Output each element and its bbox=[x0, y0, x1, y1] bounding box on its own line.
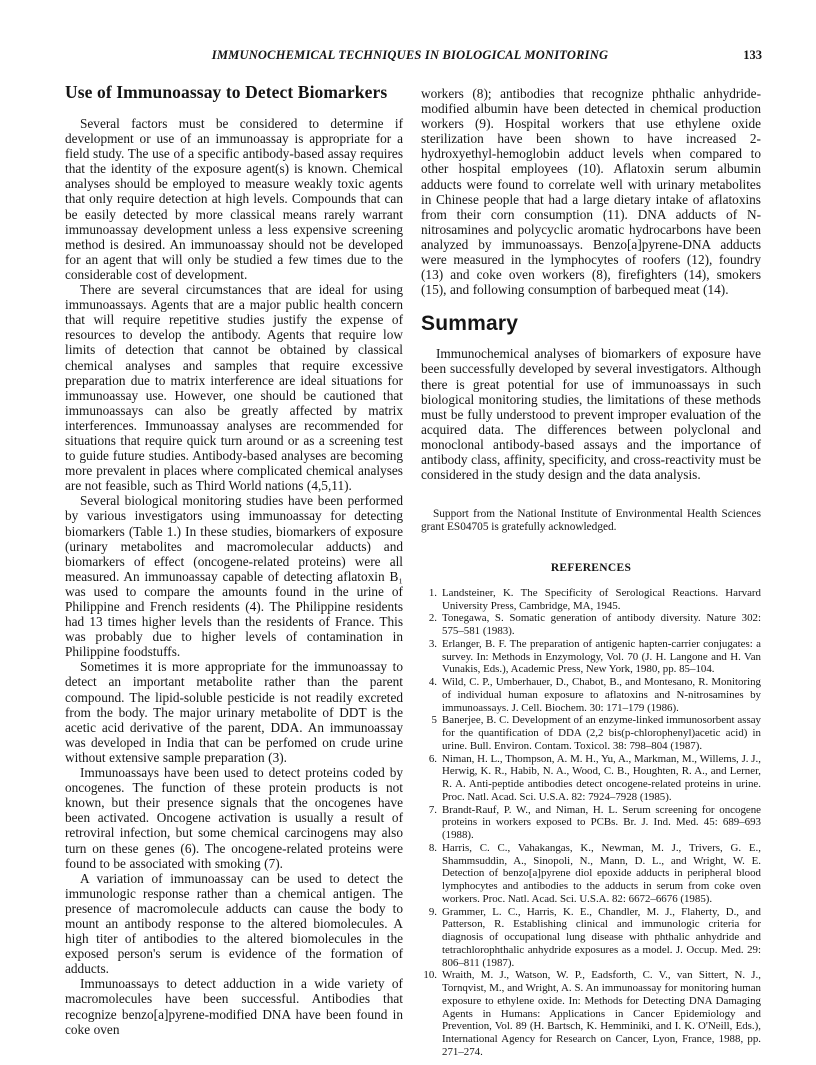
reference-text: Harris, C. C., Vahakangas, K., Newman, M. J., Trivers, G. E., Shammsuddin, A., Sinopoli, N., Mann, D. L., and Wright, W. E. Detection of benzo[a]pyrene diol epoxide adducts in peripheral blood lymphocytes and antibodies to the adducts in serum from coke oven workers. Proc. Natl. Acad. Sci. U.S.A. 82: 6672–6676 (1985). bbox=[442, 841, 761, 905]
reference-number: 2. bbox=[428, 612, 437, 625]
left-column bbox=[65, 82, 403, 1037]
paragraph: workers (8); antibodies that recognize phthalic anhydride-modified albumin have been detected in chemical production workers (9). Hospital workers that use ethylene oxide sterilization have been shown to have increased 2-hydroxyethyl-hemoglobin adduct levels when compared to other hospital employees (10). Aflatoxin serum albumin adducts were found to correlate well with urinary metabolites in Chinese people that had a large dietary intake of aflatoxins from their corn consumption (11). DNA adducts of N-nitrosamines and polycyclic aromatic hydrocarbons have been analyzed by immunoassays. Benzo[a]pyrene-DNA adducts were measured in the lymphocytes of roofers (12), foundry (13) and coke oven workers (8), firefighters (14), smokers (15), and following consumption of barbequed meat (14). bbox=[421, 86, 761, 298]
reference-text: Wild, C. P., Umberhauer, D., Chabot, B., and Montesano, R. Monitoring of individual human exposure to aflatoxins and N-nitrosamines by immunoassays. J. Cell. Biochem. 30: 171–179 (1986). bbox=[442, 676, 761, 714]
reference-text: Banerjee, B. C. Development of an enzyme-linked immunosorbent assay for the quantification of DDA (2,2 bis(p-chlorophenyl)acetic acid) in urine. Bull. Environ. Contam. Toxicol. 38: 798–804 (1987). bbox=[442, 714, 761, 752]
reference-text: Landsteiner, K. The Specificity of Serological Reactions. Harvard University Press, Cambridge, MA, 1945. bbox=[442, 586, 761, 612]
reference-number: 4. bbox=[428, 676, 437, 688]
running-head bbox=[56, 48, 764, 66]
summary-paragraph: Immunochemical analyses of biomarkers of exposure have been successfully developed by several investigators. Although there is great potential for use of immunoassays in such biological monitoring studies, the limitations of these methods must be fully understood to prevent improper evaluation of the acquired data. The differences between polyclonal and monoclonal antibody-based assays and the importance of antibody class, affinity, specificity, and cross-reactivity must be considered in the study design and the data analysis. bbox=[421, 346, 761, 483]
reference-number: 6. bbox=[428, 752, 437, 765]
reference-text: Wraith, M. J., Watson, W. P., Eadsforth, C. V., van Sittert, N. J., Tornqvist, M., and Wright, A. S. An immunoassay for monitoring human exposure to ethylene oxide. In: Methods for Detecting DNA Damaging Agents in Humans: Applications in Cancer Epidemiology and Prevention, Vol. 89 (H. Bartsch, K. Hemminiki, and I. K. O'Neill, Eds.), International Agency for Research on Cancer, Lyon, France, 1988, pp. 271–274. bbox=[442, 969, 761, 1058]
reference-item bbox=[421, 842, 761, 906]
reference-number: 10. bbox=[423, 969, 437, 982]
paragraph: There are several circumstances that are ideal for using immunoassays. Agents that are a major public health concern that will require repetitive studies justify the expense of resources to develop the antibody. Agents that require low limits of detection that cannot be obtained by classical chemical analyses and samples that require excessive preparation due to matrix interference are ideal situations for immunoassay use. However, one should be cautioned that immunoassays can also be greatly affected by matrix interferences. Immunoassay analyses are recommended for situations that require quick turn around or as a screening test to guide future studies. Antibody-based analyses are becoming more prevalent in places where complicated chemical analyses are not feasible, such as Third World nations (4,5,11). bbox=[65, 282, 403, 494]
reference-item bbox=[421, 676, 761, 714]
reference-text: Grammer, L. C., Harris, K. E., Chandler, M. J., Flaherty, D., and Patterson, R. Establishing clinical and immunologic criteria for diagnosis of occupational lung disease with phthalic anhydride and tetrachlorophthalic anhydride exposures as a model. J. Occup. Med. 29: 806–811 (1987). bbox=[442, 905, 761, 969]
reference-item bbox=[421, 906, 761, 970]
reference-text: Brandt-Rauf, P. W., and Niman, H. L. Serum screening for oncogene proteins in workers exposed to PCBs. Br. J. Ind. Med. 45: 689–693 (1988). bbox=[442, 803, 761, 841]
references-title: REFERENCES bbox=[550, 561, 632, 574]
running-title: IMMUNOCHEMICAL TECHNIQUES IN BIOLOGICAL MONITORING bbox=[211, 48, 609, 62]
paragraph: Sometimes it is more appropriate for the immunoassay to detect an important metabolite rather than the parent compound. The lipid-soluble pesticide is not readily excreted from the body. The major urinary metabolite of DDT is the acetic acid derivative of the parent, DDA. An immunoassay was developed in India that can be perfomed on crude urine without extensive sample preparation (3). bbox=[65, 659, 403, 765]
reference-number: 1. bbox=[428, 586, 437, 599]
reference-text: Niman, H. L., Thompson, A. M. H., Yu, A., Markman, M., Willems, J. J., Herwig, K. R., Habib, N. A., Wood, C. B., Houghten, R. A., and Lerner, R. A. Anti-peptide antibodies detect oncogene-related proteins in urine. Proc. Natl. Acad. Sci. U.S.A. 82: 7924–7928 (1985). bbox=[442, 752, 761, 803]
reference-number: 8. bbox=[428, 841, 437, 854]
reference-text: Erlanger, B. F. The preparation of antigenic hapten-carrier conjugates: a survey. In: Methods in Enzymology, Vol. 70 (J. H. Langone and H. Van Vunakis, Eds.), Academic Press, New York, 1980, pp. 85–104. bbox=[442, 637, 761, 676]
reference-item bbox=[421, 587, 761, 613]
reference-item bbox=[421, 714, 761, 752]
page-number: 133 bbox=[743, 48, 762, 62]
reference-number: 7. bbox=[428, 803, 437, 816]
reference-number: 3. bbox=[428, 637, 437, 650]
paragraph: Immunoassays have been used to detect proteins coded by oncogenes. The function of these protein products is not known, but their presence signals that the oncogenes have been activated. Oncogene activation is usually a result of retroviral infection, but some chemical carcinogens may also turn on these genes (6). The oncogene-related proteins were found to be associated with smoking (7). bbox=[65, 765, 403, 871]
reference-item bbox=[421, 753, 761, 804]
section-title: Use of Immunoassay to Detect Biomarkers bbox=[65, 82, 388, 102]
acknowledgment: Support from the National Institute of Environmental Health Sciences grant ES04705 is gratefully acknowledged. bbox=[421, 508, 761, 534]
paragraph: A variation of immunoassay can be used to detect the immunologic response rather than a chemical antigen. The presence of macromolecule adducts can cause the body to mount an antibody response to the altered biomolecules. A high titer of antibodies to the altered biomolecules in the exposed person's serum is evidence of the formation of adducts. bbox=[65, 870, 403, 977]
right-column bbox=[421, 86, 761, 1059]
reference-item bbox=[421, 638, 761, 676]
reference-number: 5 bbox=[431, 714, 437, 727]
reference-list bbox=[421, 587, 761, 1059]
reference-text: Tonegawa, S. Somatic generation of antibody diversity. Nature 302: 575–581 (1983). bbox=[442, 612, 761, 637]
reference-item bbox=[421, 804, 761, 842]
reference-item bbox=[421, 612, 761, 638]
reference-item bbox=[421, 969, 761, 1058]
summary-title: Summary bbox=[421, 312, 519, 336]
paragraph: Several factors must be considered to determine if development or use of an immunoassay is appropriate for a field study. The use of a specific antibody-based assay requires that the identity of the exposure agent(s) is known. Chemical analyses should be employed to measure weakly toxic agents that only require detection at high levels. Compounds that can be easily detected by more classical means rarely warrant immunoassay development unless a less expensive screening method is desired. An immunoassay should not be developed for an agent that will only be studied a few times due to the considerable cost of development. bbox=[65, 116, 403, 282]
paragraph: Several biological monitoring studies have been performed by various investigators using immunoassay for detecting biomarkers (Table 1.) In these studies, biomarkers of exposure (urinary metabolites and macromolecular adducts) and biomarkers of effect (oncogene-related proteins) were all measured. An immunoassay capable of detecting aflatoxin B₁ was used to compare the amounts found in the urine of Philippine and French residents (4). The Philippine residents had 13 times higher levels than the residents of France. This was probably due to higher levels of contamination in Philippine foodstuffs. bbox=[65, 493, 403, 660]
paragraph: Immunoassays to detect adduction in a wide variety of macromolecules have been successful. Antibodies that recognize benzo[a]pyrene-modified DNA have been found in coke oven bbox=[65, 976, 403, 1037]
reference-number: 9. bbox=[428, 905, 437, 918]
